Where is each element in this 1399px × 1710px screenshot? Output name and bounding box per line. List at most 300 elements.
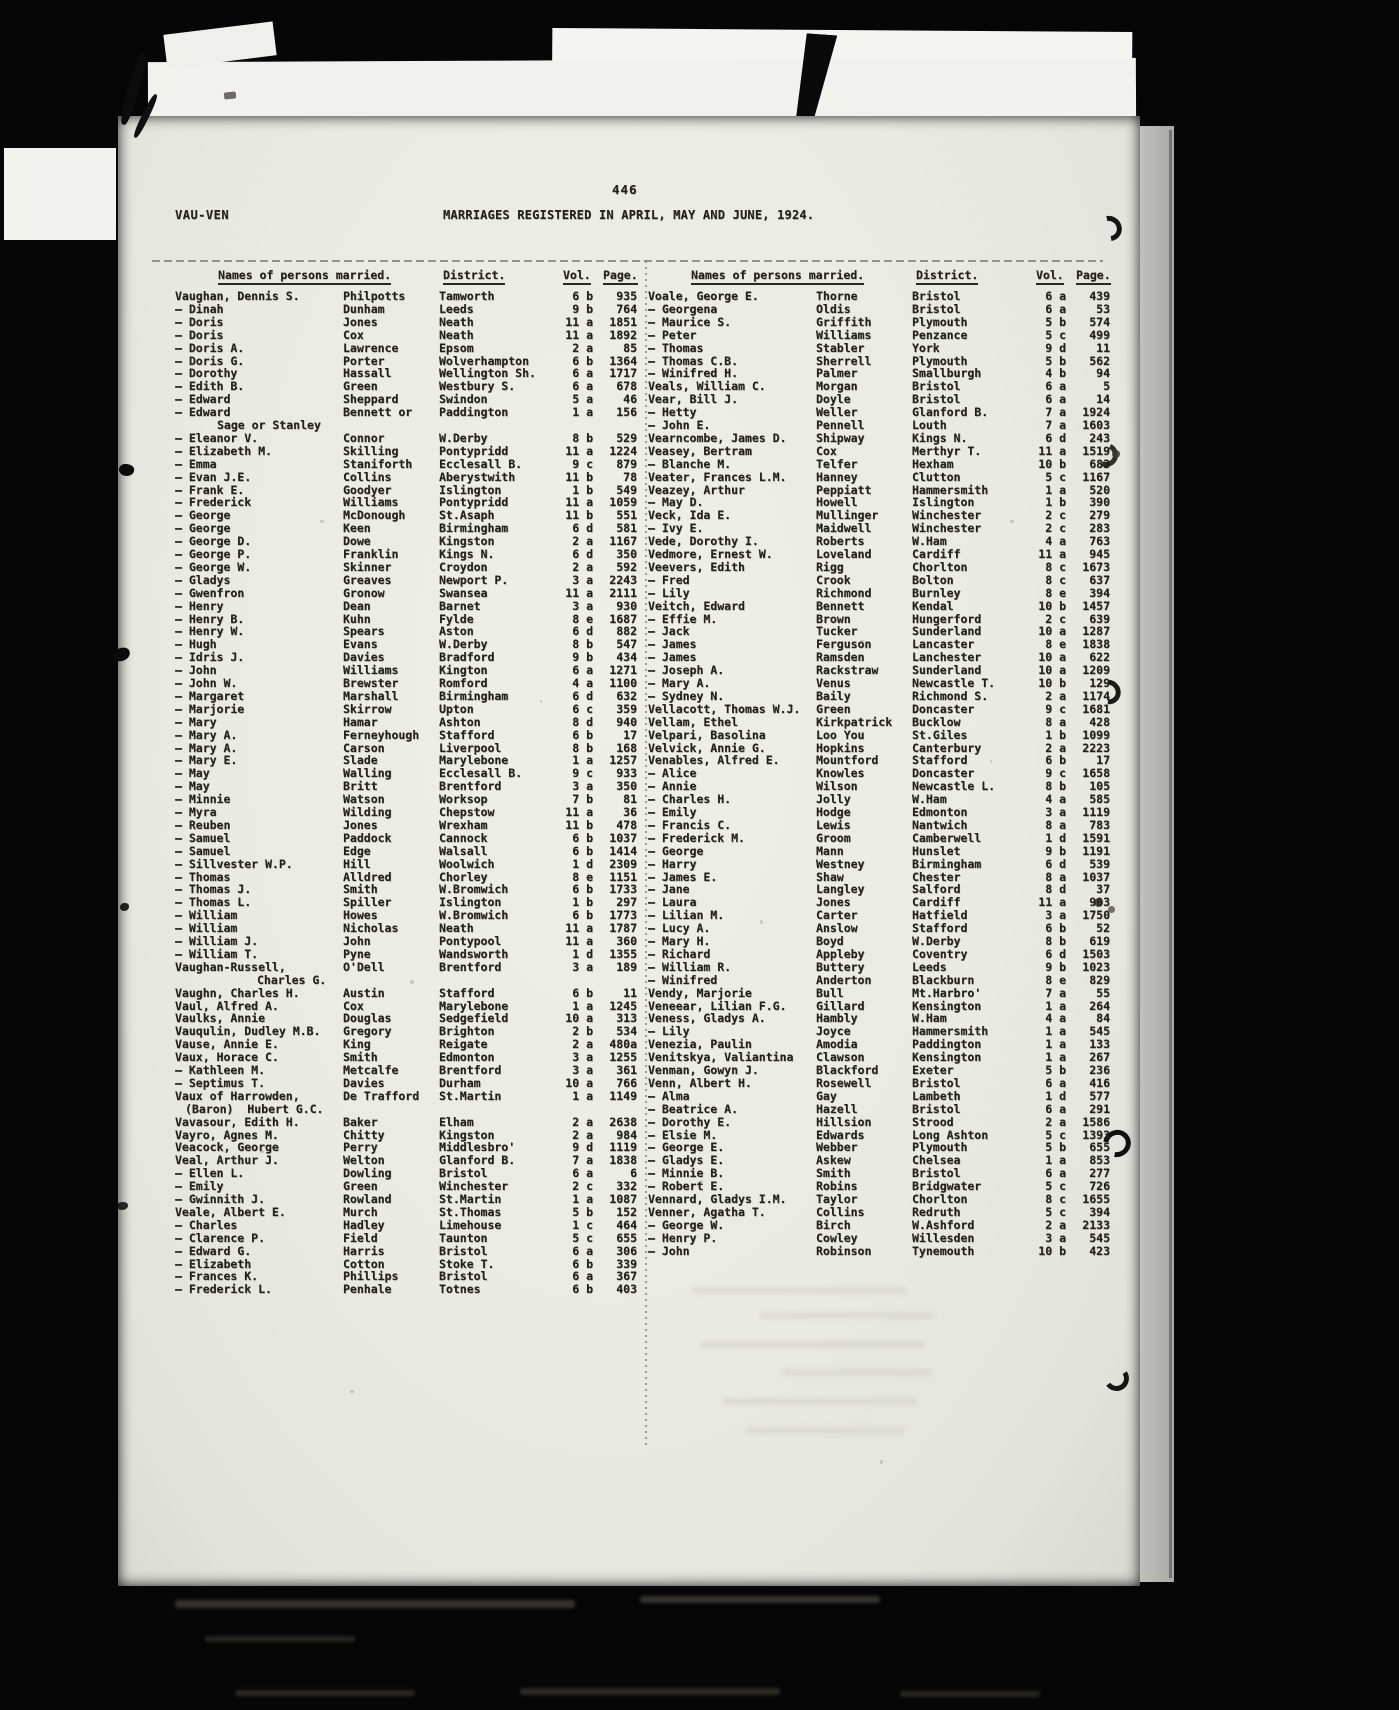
cell-v: 8 b bbox=[572, 637, 593, 652]
table-row bbox=[175, 858, 637, 870]
cell-d: Blackburn bbox=[912, 972, 975, 987]
cell-d: Neath bbox=[439, 327, 474, 342]
cell-s: Doyle bbox=[816, 392, 851, 407]
cell-d: Birmingham bbox=[912, 856, 982, 871]
underlying-page-edge-line bbox=[1169, 130, 1172, 1578]
cell-s: Austin bbox=[343, 985, 385, 1000]
cell-n: — Maurice S. bbox=[648, 314, 732, 329]
cell-d: Brighton bbox=[439, 1024, 495, 1039]
cell-p: 574 bbox=[1089, 314, 1110, 329]
cell-p: 394 bbox=[1089, 1204, 1110, 1219]
cell-s: Rosewell bbox=[816, 1075, 872, 1090]
cell-v: 4 a bbox=[1045, 792, 1066, 807]
table-row bbox=[175, 355, 637, 367]
table-row bbox=[648, 845, 1110, 857]
cell-s: Harris bbox=[343, 1243, 385, 1258]
scan-smudge bbox=[640, 1596, 880, 1603]
cell-s: Perry bbox=[343, 1140, 378, 1155]
cell-n: — Thomas bbox=[648, 340, 704, 355]
table-row bbox=[175, 948, 637, 960]
table-row bbox=[648, 729, 1110, 741]
cell-n: — Frances K. bbox=[175, 1269, 259, 1284]
cell-d: Kensington bbox=[912, 998, 982, 1013]
cell-v: 6 d bbox=[572, 688, 593, 703]
table-row bbox=[648, 1219, 1110, 1231]
cell-v: 10 b bbox=[1038, 676, 1066, 690]
cell-p: 6 bbox=[630, 1166, 637, 1181]
cell-s: Carson bbox=[343, 740, 385, 755]
cell-n: — Henry B. bbox=[175, 611, 245, 626]
cell-d: Leeds bbox=[912, 959, 947, 974]
cell-s: Collins bbox=[816, 1204, 865, 1219]
cell-p: 37 bbox=[1096, 882, 1110, 897]
cell-v: 1 a bbox=[572, 1192, 593, 1206]
table-row bbox=[175, 922, 637, 934]
cell-s: Sherrell bbox=[816, 353, 872, 368]
cell-p: 291 bbox=[1089, 1101, 1110, 1116]
cell-n: Vaughn, Charles H. bbox=[175, 985, 300, 1000]
cell-d: Newcastle T. bbox=[912, 676, 996, 690]
table-row bbox=[648, 600, 1110, 612]
cell-p: 1255 bbox=[609, 1050, 637, 1065]
table-row bbox=[648, 367, 1110, 379]
table-row bbox=[648, 1167, 1110, 1179]
cell-n: — Minnie bbox=[175, 792, 231, 807]
cell-p: 2638 bbox=[609, 1114, 637, 1129]
cell-s: Maidwell bbox=[816, 521, 872, 536]
table-row bbox=[648, 922, 1110, 934]
cell-s: Cox bbox=[816, 443, 837, 458]
cell-s: Phillips bbox=[343, 1269, 399, 1284]
cell-s: Williams bbox=[816, 327, 872, 342]
cell-p: 683 bbox=[1089, 456, 1110, 471]
table-row bbox=[648, 1000, 1110, 1012]
cell-n: — George E. bbox=[648, 1140, 725, 1155]
cell-v: 6 b bbox=[572, 830, 593, 845]
cell-s: Taylor bbox=[816, 1192, 858, 1206]
cell-n: — Elizabeth bbox=[175, 1256, 252, 1271]
cell-p: 1503 bbox=[1082, 946, 1110, 961]
ink-dot-mark bbox=[1112, 450, 1120, 458]
column-header-district-right: District. bbox=[916, 268, 978, 282]
cell-d: Bristol bbox=[439, 1243, 488, 1258]
cell-n: — Henry W. bbox=[175, 624, 245, 639]
cell-p: 2133 bbox=[1082, 1217, 1110, 1232]
cell-d: W.Ashford bbox=[912, 1217, 975, 1232]
cell-n: — Effie M. bbox=[648, 611, 718, 626]
cell-p: 1037 bbox=[1082, 869, 1110, 884]
cell-v: 6 a bbox=[572, 379, 593, 394]
column-header-vol-left: Vol. bbox=[563, 268, 591, 282]
table-row bbox=[648, 625, 1110, 637]
table-row bbox=[648, 419, 1110, 431]
cell-s: Pennell bbox=[816, 418, 865, 432]
cell-n: — Lucy A. bbox=[648, 921, 711, 936]
table-row bbox=[648, 432, 1110, 444]
cell-d: Long Ashton bbox=[912, 1127, 989, 1142]
cell-n: — Ivy E. bbox=[648, 521, 704, 536]
cell-d: Sunderland bbox=[912, 663, 982, 678]
table-row bbox=[648, 742, 1110, 754]
cell-v: 1 a bbox=[1045, 482, 1066, 497]
cell-d: St.Martin bbox=[439, 1192, 502, 1206]
scan-margin-block bbox=[4, 148, 116, 240]
cell-n: — William R. bbox=[648, 959, 732, 974]
cell-d: St.Thomas bbox=[439, 1204, 502, 1219]
table-row bbox=[648, 1077, 1110, 1089]
cell-p: 52 bbox=[1096, 921, 1110, 936]
cell-n: — Charles bbox=[175, 1217, 238, 1232]
table-row bbox=[648, 806, 1110, 818]
paper-speck bbox=[860, 640, 864, 643]
cell-d: Bridgwater bbox=[912, 1179, 982, 1194]
table-row bbox=[175, 780, 637, 792]
cell-d: Stafford bbox=[439, 985, 495, 1000]
cell-d: Epsom bbox=[439, 340, 474, 355]
cell-p: 655 bbox=[1089, 1140, 1110, 1155]
cell-d: Chorley bbox=[439, 869, 488, 884]
paper-speck bbox=[590, 360, 594, 362]
cell-d: Kendal bbox=[912, 598, 954, 613]
table-row bbox=[648, 1051, 1110, 1063]
table-row bbox=[175, 1116, 637, 1128]
cell-n: — Myra bbox=[175, 805, 217, 819]
cell-s: Mountford bbox=[816, 753, 879, 768]
cell-s: Hazell bbox=[816, 1101, 858, 1116]
cell-s: Skirrow bbox=[343, 701, 392, 716]
cell-d: Edmonton bbox=[912, 805, 968, 819]
table-row bbox=[175, 1154, 637, 1166]
cell-s: Hadley bbox=[343, 1217, 385, 1232]
cell-s: Westney bbox=[816, 856, 865, 871]
cell-n: Venman, Gowyn J. bbox=[648, 1063, 759, 1077]
cell-s: Porter bbox=[343, 353, 385, 368]
cell-n: — Winifred H. bbox=[648, 366, 739, 381]
cell-d: Pontypool bbox=[439, 934, 502, 948]
cell-p: 168 bbox=[616, 740, 637, 755]
cell-v: 1 d bbox=[1045, 1088, 1066, 1103]
cell-n: — James bbox=[648, 650, 697, 665]
cell-v: 8 b bbox=[1045, 934, 1066, 948]
cell-d: Bolton bbox=[912, 572, 954, 587]
cell-n: Vaux, Horace C. bbox=[175, 1050, 279, 1065]
table-row bbox=[175, 767, 637, 779]
table-row bbox=[175, 1077, 637, 1089]
cell-n: — Charles H. bbox=[648, 792, 732, 807]
cell-v: 1 d bbox=[572, 856, 593, 871]
cell-p: 36 bbox=[623, 805, 637, 819]
cell-d: Hatfield bbox=[912, 908, 968, 923]
cell-p: 764 bbox=[616, 301, 637, 316]
cell-p: 2111 bbox=[609, 585, 637, 600]
cell-v: 2 a bbox=[1045, 1217, 1066, 1232]
table-row bbox=[648, 1245, 1110, 1257]
cell-d: Hammersmith bbox=[912, 482, 989, 497]
cell-s: Stabler bbox=[816, 340, 865, 355]
cell-v: 9 c bbox=[572, 456, 593, 471]
cell-p: 152 bbox=[616, 1204, 637, 1219]
cell-s: Skilling bbox=[343, 443, 399, 458]
cell-v: 10 a bbox=[565, 1011, 593, 1026]
cell-p: 619 bbox=[1089, 934, 1110, 948]
cell-v: 9 b bbox=[1045, 843, 1066, 858]
table-row bbox=[648, 754, 1110, 766]
cell-n: — Hugh bbox=[175, 637, 217, 652]
cell-n: — Edith B. bbox=[175, 379, 245, 394]
column-header-names-right: Names of persons married. bbox=[691, 268, 864, 282]
cell-p: 350 bbox=[616, 547, 637, 561]
cell-d: Coventry bbox=[912, 946, 968, 961]
cell-s: Buttery bbox=[816, 959, 865, 974]
cell-s: Skinner bbox=[343, 559, 392, 574]
cell-p: 78 bbox=[623, 469, 637, 484]
table-row-continuation: Sage or Stanley bbox=[217, 418, 321, 432]
table-row bbox=[648, 883, 1110, 895]
cell-s: Jones bbox=[816, 895, 851, 910]
table-row bbox=[648, 703, 1110, 715]
table-row bbox=[648, 484, 1110, 496]
table-row bbox=[175, 342, 637, 354]
cell-s: Boyd bbox=[816, 934, 844, 948]
cell-d: W.Derby bbox=[439, 637, 488, 652]
cell-s: Davies bbox=[343, 650, 385, 665]
cell-s: Green bbox=[816, 701, 851, 716]
cell-v: 1 b bbox=[1045, 727, 1066, 742]
cell-v: 3 a bbox=[572, 572, 593, 587]
table-row bbox=[648, 406, 1110, 418]
cell-n: — Henry bbox=[175, 598, 224, 613]
cell-n: — Joseph A. bbox=[648, 663, 725, 678]
cell-p: 1271 bbox=[609, 663, 637, 678]
scan-smudge bbox=[520, 1688, 780, 1695]
table-row bbox=[175, 613, 637, 625]
table-row bbox=[175, 458, 637, 470]
table-row bbox=[648, 1180, 1110, 1192]
cell-s: Spears bbox=[343, 624, 385, 639]
cell-n: — Richard bbox=[648, 946, 711, 961]
cell-v: 1 b bbox=[572, 482, 593, 497]
cell-d: Stoke T. bbox=[439, 1256, 495, 1271]
table-row bbox=[175, 651, 637, 663]
cell-p: 882 bbox=[616, 624, 637, 639]
cell-v: 8 a bbox=[1045, 714, 1066, 729]
cell-d: Barnet bbox=[439, 598, 481, 613]
cell-n: — William bbox=[175, 921, 238, 936]
cell-n: — George W. bbox=[175, 559, 252, 574]
table-row bbox=[175, 1129, 637, 1141]
cell-d: Elham bbox=[439, 1114, 474, 1129]
cell-n: — Hetty bbox=[648, 405, 697, 420]
table-row bbox=[175, 1219, 637, 1231]
cell-d: Plymouth bbox=[912, 314, 968, 329]
cell-v: 10 b bbox=[1038, 456, 1066, 471]
cell-v: 11 a bbox=[565, 805, 593, 819]
cell-n: — Edward G. bbox=[175, 1243, 252, 1258]
cell-p: 55 bbox=[1096, 985, 1110, 1000]
cell-d: Swansea bbox=[439, 585, 488, 600]
cell-v: 6 d bbox=[572, 547, 593, 561]
cell-d: Edmonton bbox=[439, 1050, 495, 1065]
cell-p: 1023 bbox=[1082, 959, 1110, 974]
cell-v: 8 e bbox=[572, 869, 593, 884]
cell-v: 1 a bbox=[572, 998, 593, 1013]
cell-p: 53 bbox=[1096, 301, 1110, 316]
cell-p: 1100 bbox=[609, 676, 637, 690]
cell-s: Douglas bbox=[343, 1011, 392, 1026]
cell-p: 539 bbox=[1089, 856, 1110, 871]
cell-s: Loo You bbox=[816, 727, 865, 742]
cell-s: Ramsden bbox=[816, 650, 865, 665]
table-row bbox=[648, 651, 1110, 663]
cell-v: 9 b bbox=[572, 650, 593, 665]
table-row bbox=[648, 561, 1110, 573]
cell-n: — Mary E. bbox=[175, 753, 238, 768]
cell-d: Taunton bbox=[439, 1230, 488, 1245]
cell-v: 9 b bbox=[1045, 959, 1066, 974]
cell-s: Davies bbox=[343, 1075, 385, 1090]
cell-s: Edwards bbox=[816, 1127, 865, 1142]
cell-d: Islington bbox=[439, 895, 502, 910]
cell-s: Howes bbox=[343, 908, 378, 923]
ghost-text-smudge bbox=[700, 1341, 925, 1348]
cell-v: 11 a bbox=[565, 934, 593, 948]
cell-s: Hanney bbox=[816, 469, 858, 484]
cell-v: 8 e bbox=[572, 611, 593, 626]
cell-v: 5 b bbox=[572, 1204, 593, 1219]
cell-p: 545 bbox=[1089, 1024, 1110, 1039]
table-row bbox=[648, 355, 1110, 367]
page-title: MARRIAGES REGISTERED IN APRIL, MAY AND JUNE, 1924. bbox=[443, 208, 815, 222]
cell-n: — May bbox=[175, 779, 210, 794]
cell-p: 2309 bbox=[609, 856, 637, 871]
cell-p: 1149 bbox=[609, 1088, 637, 1103]
cell-d: Doncaster bbox=[912, 701, 975, 716]
cell-n: — Mary H. bbox=[648, 934, 711, 948]
cell-p: 264 bbox=[1089, 998, 1110, 1013]
cell-v: 7 a bbox=[572, 1153, 593, 1168]
cell-v: 5 c bbox=[1045, 469, 1066, 484]
cell-p: 1838 bbox=[609, 1153, 637, 1168]
cell-p: 339 bbox=[616, 1256, 637, 1271]
cell-n: — Elizabeth M. bbox=[175, 443, 272, 458]
cell-p: 1687 bbox=[609, 611, 637, 626]
table-row bbox=[175, 961, 637, 973]
cell-d: Pontypridd bbox=[439, 443, 509, 458]
table-row bbox=[175, 587, 637, 599]
cell-v: 1 a bbox=[1045, 1024, 1066, 1039]
cell-s: Staniforth bbox=[343, 456, 413, 471]
cell-s: Dowling bbox=[343, 1166, 392, 1181]
cell-s: Brown bbox=[816, 611, 851, 626]
table-row bbox=[175, 574, 637, 586]
cell-s: Mullinger bbox=[816, 508, 879, 523]
cell-v: 1 a bbox=[1045, 998, 1066, 1013]
cell-d: Fylde bbox=[439, 611, 474, 626]
paper-speck bbox=[540, 700, 542, 703]
cell-d: St.Martin bbox=[439, 1088, 502, 1103]
cell-n: — May D. bbox=[648, 495, 704, 510]
cell-s: Anslow bbox=[816, 921, 858, 936]
cell-d: Bristol bbox=[439, 1269, 488, 1284]
table-row bbox=[175, 316, 637, 328]
cell-d: W.Ham bbox=[912, 792, 947, 807]
cell-v: 8 b bbox=[572, 740, 593, 755]
cell-s: Metcalfe bbox=[343, 1063, 399, 1077]
cell-p: 46 bbox=[623, 392, 637, 407]
cell-p: 189 bbox=[616, 959, 637, 974]
cell-v: 5 c bbox=[1045, 1204, 1066, 1219]
cell-d: Romford bbox=[439, 676, 488, 690]
column-header-vol-right: Vol. bbox=[1036, 268, 1064, 282]
cell-v: 9 d bbox=[1045, 340, 1066, 355]
cell-n: — Mary A. bbox=[648, 676, 711, 690]
cell-n: — George W. bbox=[648, 1217, 725, 1232]
paper-speck bbox=[260, 1150, 264, 1153]
cell-p: 1717 bbox=[609, 366, 637, 381]
cell-v: 11 a bbox=[565, 314, 593, 329]
cell-d: Tynemouth bbox=[912, 1243, 975, 1258]
cell-d: Doncaster bbox=[912, 766, 975, 781]
cell-p: 11 bbox=[623, 985, 637, 1000]
cell-v: 2 b bbox=[572, 1024, 593, 1039]
cell-v: 9 d bbox=[572, 1140, 593, 1155]
cell-d: Lancaster bbox=[912, 637, 975, 652]
cell-p: 1151 bbox=[609, 869, 637, 884]
cell-v: 2 c bbox=[1045, 611, 1066, 626]
cell-d: Ashton bbox=[439, 714, 481, 729]
cell-v: 3 a bbox=[572, 779, 593, 794]
cell-v: 2 a bbox=[572, 1037, 593, 1052]
cell-p: 632 bbox=[616, 688, 637, 703]
cell-p: 1393 bbox=[1082, 1127, 1110, 1142]
cell-n: — Alice bbox=[648, 766, 697, 781]
table-row bbox=[175, 845, 637, 857]
table-row bbox=[648, 767, 1110, 779]
cell-v: 4 a bbox=[1045, 1011, 1066, 1026]
cell-d: Smallburgh bbox=[912, 366, 982, 381]
cell-v: 11 a bbox=[565, 585, 593, 600]
cell-p: 1750 bbox=[1082, 908, 1110, 923]
cell-d: Penzance bbox=[912, 327, 968, 342]
paper-speck bbox=[350, 1390, 354, 1393]
cell-n: Veitch, Edward bbox=[648, 598, 745, 613]
cell-d: Upton bbox=[439, 701, 474, 716]
cell-s: McDonough bbox=[343, 508, 406, 523]
cell-d: Limehouse bbox=[439, 1217, 502, 1232]
cell-s: Appleby bbox=[816, 946, 865, 961]
cell-n: — John E. bbox=[648, 418, 711, 432]
table-row bbox=[175, 1064, 637, 1076]
cell-v: 8 b bbox=[572, 430, 593, 445]
table-row bbox=[648, 496, 1110, 508]
cell-p: 243 bbox=[1089, 430, 1110, 445]
cell-v: 2 a bbox=[572, 1127, 593, 1142]
cell-p: 726 bbox=[1089, 1179, 1110, 1194]
table-row bbox=[175, 1012, 637, 1024]
cell-v: 8 c bbox=[1045, 572, 1066, 587]
table-row bbox=[175, 832, 637, 844]
cell-v: 11 a bbox=[565, 921, 593, 936]
cell-p: 85 bbox=[623, 340, 637, 355]
cell-v: 1 d bbox=[1045, 830, 1066, 845]
cell-v: 11 b bbox=[565, 508, 593, 523]
cell-d: Salford bbox=[912, 882, 961, 897]
cell-v: 6 b bbox=[572, 727, 593, 742]
cell-v: 8 e bbox=[1045, 585, 1066, 600]
cell-v: 10 b bbox=[1038, 1243, 1066, 1258]
cell-d: Liverpool bbox=[439, 740, 502, 755]
cell-s: Loveland bbox=[816, 547, 872, 561]
